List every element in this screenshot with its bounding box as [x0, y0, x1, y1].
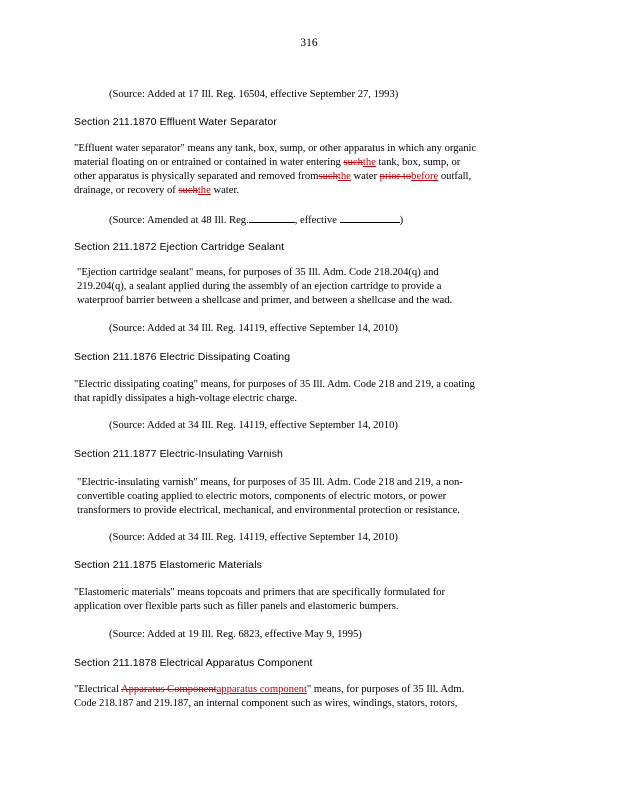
section-paragraph: [77, 266, 547, 308]
paragraph-line: "Elastomeric materials" means topcoats and primers that are specifically formulated for: [74, 587, 446, 598]
inserted-text: the: [362, 157, 376, 168]
inserted-text: the: [197, 185, 211, 196]
paragraph-line: waterproof barrier between a shellcase and primer, and between a shellcase and the wad.: [77, 295, 453, 306]
text-run: water.: [210, 185, 240, 196]
inserted-text: before: [411, 171, 439, 182]
text-run: material floating on or entrained or contained in water entering: [74, 157, 344, 168]
paragraph-line: transformers to provide electrical, mechanical, and environmental protection or resistance.: [77, 505, 460, 516]
text-run: outfall,: [438, 171, 472, 182]
section-paragraph: [74, 683, 544, 711]
section-heading: Section 211.1878 Electrical Apparatus Component: [74, 657, 313, 669]
deleted-text: such: [178, 185, 198, 196]
source-note: [109, 212, 403, 228]
text-run: drainage, or recovery of: [74, 185, 179, 196]
section-paragraph: [74, 378, 544, 406]
section-heading: Section 211.1875 Elastomeric Materials: [74, 559, 263, 571]
paragraph-line: [74, 156, 544, 170]
source-note: (Source: Added at 34 Ill. Reg. 14119, effective September 14, 2010): [109, 532, 398, 543]
deleted-text: such: [343, 157, 363, 168]
text-run: water: [350, 171, 380, 182]
paragraph-line: [74, 683, 544, 697]
blank-line: [340, 212, 400, 223]
text-run: other apparatus is physically separated and removed from: [74, 171, 319, 182]
text-run: " means, for purposes of 35 Ill. Adm.: [306, 684, 465, 695]
source-note: (Source: Added at 34 Ill. Reg. 14119, effective September 14, 2010): [109, 323, 398, 334]
source-note: (Source: Added at 19 Ill. Reg. 6823, effective May 9, 1995): [109, 629, 362, 640]
paragraph-line: "Electric-insulating varnish" means, for purposes of 35 Ill. Adm. Code 218 and 219, a non-: [77, 477, 463, 488]
paragraph-line: convertible coating applied to electric motors, components of electric motors, or power: [77, 491, 447, 502]
section-heading: Section 211.1870 Effluent Water Separator: [74, 116, 277, 128]
source-note: (Source: Added at 34 Ill. Reg. 14119, effective September 14, 2010): [109, 420, 398, 431]
inserted-text: the: [337, 171, 351, 182]
paragraph-line: "Ejection cartridge sealant" means, for purposes of 35 Ill. Adm. Code 218.204(q) and: [77, 267, 439, 278]
section-heading: Section 211.1876 Electric Dissipating Coating: [74, 351, 291, 363]
blank-line: [249, 212, 295, 223]
text-run: (Source: Amended at 48 Ill. Reg.: [109, 215, 249, 226]
paragraph-line: Code 218.187 and 219.187, an internal component such as wires, windings, stators, rotors,: [74, 698, 458, 709]
section-paragraph: [74, 142, 544, 198]
paragraph-line: "Electric dissipating coating" means, for purposes of 35 Ill. Adm. Code 218 and 219, a coating: [74, 379, 475, 390]
deleted-text: Apparatus Component: [120, 684, 217, 695]
inserted-text: apparatus component: [216, 684, 307, 695]
page-number: 316: [300, 37, 318, 49]
text-run: "Electrical: [74, 684, 121, 695]
paragraph-line: [74, 184, 544, 198]
paragraph-line: [74, 170, 544, 184]
paragraph-line: that rapidly dissipates a high-voltage electric charge.: [74, 393, 298, 404]
text-run: ): [399, 215, 404, 226]
text-run: , effective: [294, 215, 340, 226]
text-run: tank, box, sump, or: [375, 157, 461, 168]
deleted-text: prior to: [379, 171, 412, 182]
paragraph-line: 219.204(q), a sealant applied during the assembly of an ejection cartridge to provide a: [77, 281, 442, 292]
paragraph-line: application over flexible parts such as filler panels and elastomeric bumpers.: [74, 601, 399, 612]
deleted-text: such: [318, 171, 338, 182]
section-heading: Section 211.1872 Ejection Cartridge Sealant: [74, 241, 285, 253]
section-paragraph: [74, 586, 544, 614]
paragraph-line: "Effluent water separator" means any tank, box, sump, or other apparatus in which any organic: [74, 143, 477, 154]
source-note: (Source: Added at 17 Ill. Reg. 16504, effective September 27, 1993): [109, 89, 399, 100]
section-paragraph: [77, 476, 547, 518]
section-heading: Section 211.1877 Electric-Insulating Varnish: [74, 448, 283, 460]
